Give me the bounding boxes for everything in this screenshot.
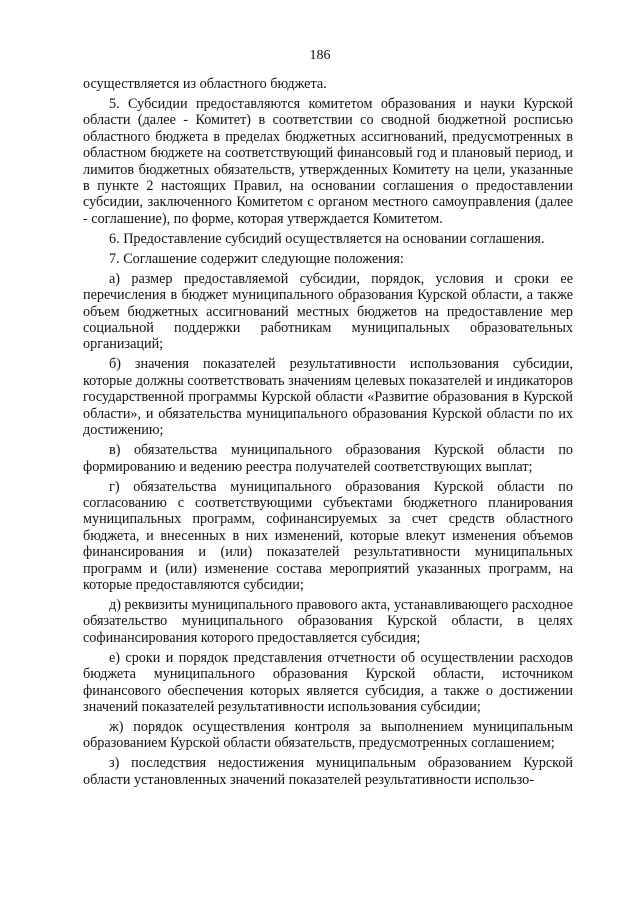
paragraph-continuation: осуществляется из областного бюджета. (83, 76, 327, 92)
page-number: 186 (309, 48, 331, 63)
document-body (83, 76, 573, 788)
clause-v: в) обязательства муниципального образования Курской области по формированию и ведению реестра получателей соответствующих выплат; (83, 442, 573, 475)
clause-g: г) обязательства муниципального образования Курской области по согласованию с соответствующими субъектами бюджетного планирования муниципальных программ, софинансируемых за счет средств областного бюджета, и внесенных в них изменений, которые влекут изменения объемов финансирования и (или) показателей результативности муниципальных программ и (или) изменение состава мероприятий указанных программ, на которые предоставляются субсидии; (83, 478, 573, 593)
paragraph-5: 5. Субсидии предоставляются комитетом образования и науки Курской области (далее - Комитет) в соответствии со сводной бюджетной росписью областного бюджета в пределах бюджетных ассигнований, предусмотренных в областном бюджете на соответствующий финансовый год и плановый период, и лимитов бюджетных обязательств, утвержденных Комитету на цели, указанные в пункте 2 настоящих Правил, на основании соглашения о предоставлении субсидии, заключенного Комитетом с органом местного самоуправления (далее - соглашение), по форме, которая утверждается Комитетом. (83, 96, 573, 227)
clause-e: е) сроки и порядок представления отчетности об осуществлении расходов бюджета муниципального образования Курской области, источником финансового обеспечения которых является субсидия, а также о достижении значений показателей результативности использования субсидии; (83, 649, 573, 715)
paragraph-7: 7. Соглашение содержит следующие положения: (109, 250, 404, 267)
clause-a: а) размер предоставляемой субсидии, порядок, условия и сроки ее перечисления в бюджет муниципального образования Курской области, а также объем бюджетных ассигнований местных бюджетов на предоставление мер социальной поддержки работникам муниципальных образовательных организаций; (83, 270, 573, 353)
paragraph-6: 6. Предоставление субсидий осуществляется на основании соглашения. (109, 230, 545, 247)
clause-zh: ж) порядок осуществления контроля за выполнением муниципальным образованием Курской области обязательств, предусмотренных соглашением; (83, 718, 573, 752)
clause-z: з) последствия недостижения муниципальным образованием Курской области установленных значений показателей результативности использо- (83, 755, 573, 788)
clause-d: д) реквизиты муниципального правового акта, устанавливающего расходное обязательство муниципального образования Курской области, в целях софинансирования которого предоставляется субсидия; (83, 596, 573, 646)
clause-b: б) значения показателей результативности использования субсидии, которые должны соответствовать значениям целевых показателей и индикаторов государственной программы Курской области «Развитие образования в Курской области», и обязательства муниципального образования Курской области по их достижению; (83, 356, 573, 439)
